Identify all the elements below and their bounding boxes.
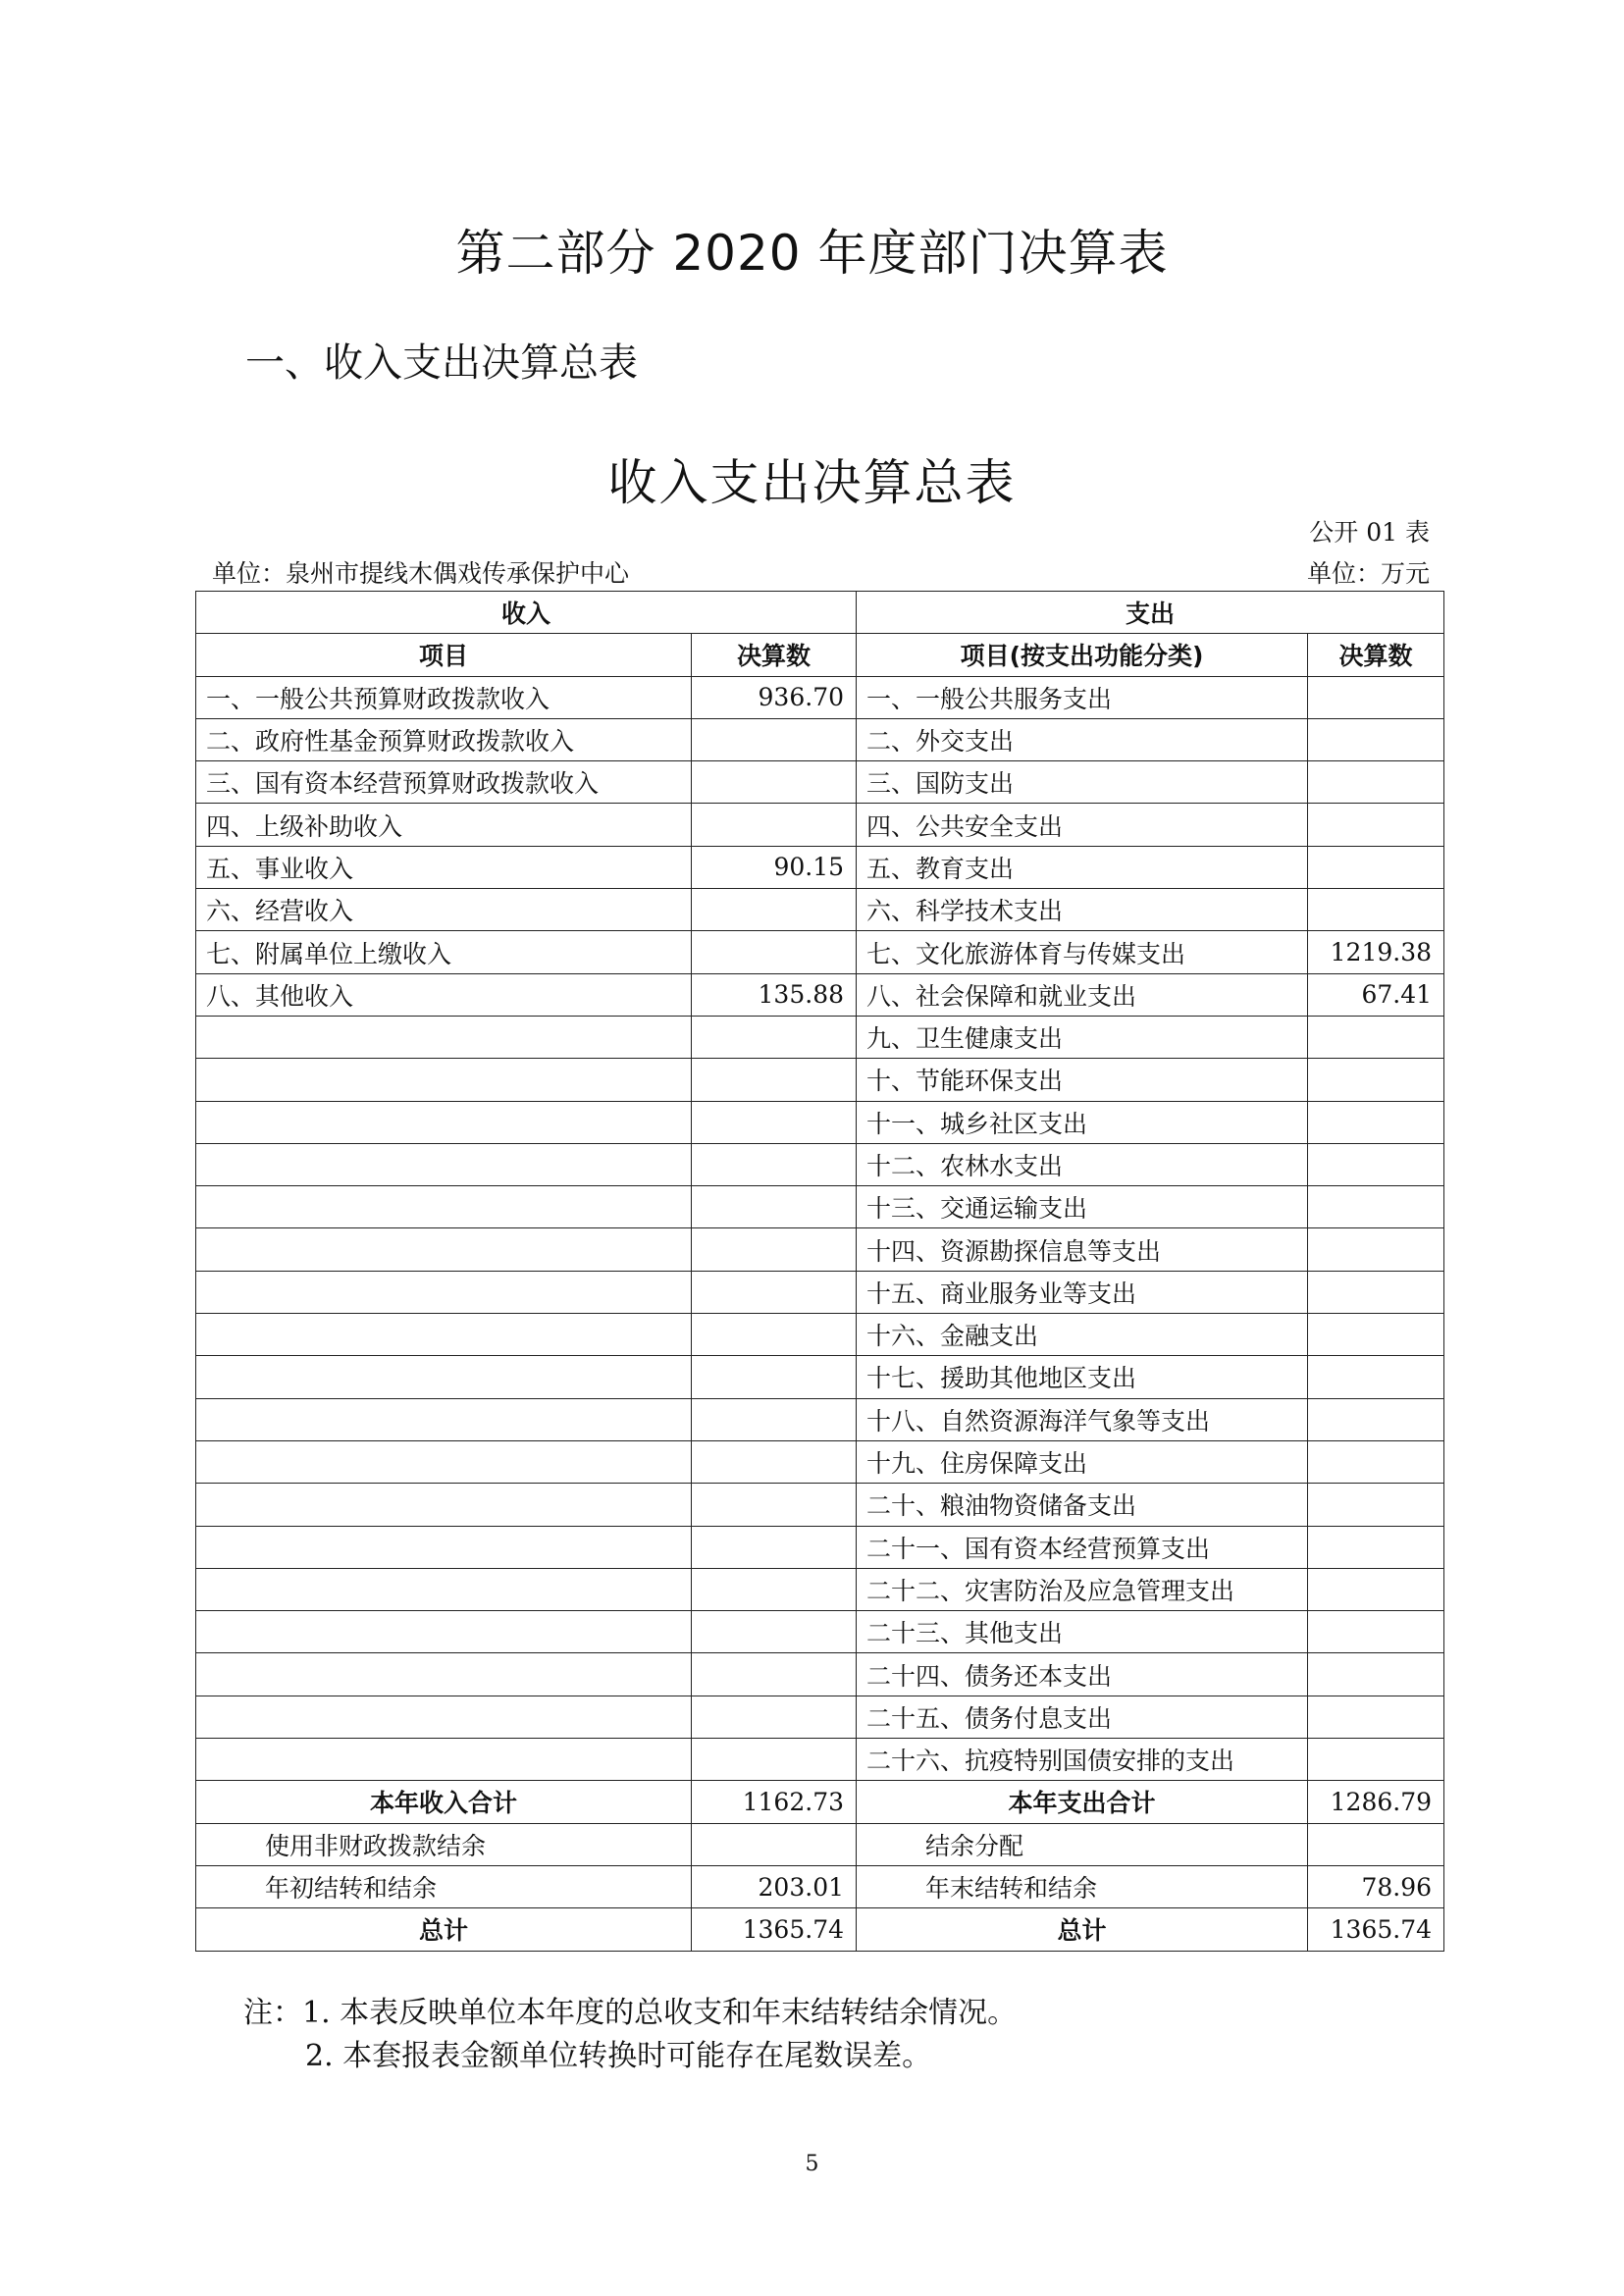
income-item	[196, 1228, 692, 1271]
expense-item: 十五、商业服务业等支出	[857, 1271, 1308, 1313]
income-amount	[692, 1526, 857, 1568]
expense-amount	[1308, 1484, 1444, 1526]
income-amount	[692, 804, 857, 846]
expense-amount	[1308, 676, 1444, 718]
income-item	[196, 1016, 692, 1058]
income-amount	[692, 889, 857, 931]
table-column-header-row	[196, 634, 1444, 676]
expense-item: 四、公共安全支出	[857, 804, 1308, 846]
table-row	[196, 761, 1444, 804]
expense-item: 十一、城乡社区支出	[857, 1101, 1308, 1143]
table-row	[196, 1611, 1444, 1653]
income-amount	[692, 1228, 857, 1271]
table-row	[196, 1314, 1444, 1356]
income-item	[196, 1696, 692, 1738]
year-income-total-label: 本年收入合计	[196, 1781, 692, 1823]
table-row	[196, 1440, 1444, 1483]
grand-income-total-label: 总计	[196, 1908, 692, 1951]
expense-item: 十二、农林水支出	[857, 1143, 1308, 1185]
expense-amount	[1308, 1611, 1444, 1653]
income-amount	[692, 1696, 857, 1738]
nonfiscal-balance-row	[196, 1823, 1444, 1865]
income-amount: 936.70	[692, 676, 857, 718]
year-expense-total: 1286.79	[1308, 1781, 1444, 1823]
expense-amount	[1308, 1526, 1444, 1568]
grand-income-total: 1365.74	[692, 1908, 857, 1951]
income-amount	[692, 1611, 857, 1653]
expense-item: 二十二、灾害防治及应急管理支出	[857, 1568, 1308, 1610]
table-row	[196, 1059, 1444, 1101]
income-item	[196, 1186, 692, 1228]
table-row	[196, 1016, 1444, 1058]
year-expense-total-label: 本年支出合计	[857, 1781, 1308, 1823]
expense-item: 十三、交通运输支出	[857, 1186, 1308, 1228]
income-amount	[692, 761, 857, 804]
expense-item-header: 项目(按支出功能分类)	[857, 634, 1308, 676]
table-row	[196, 1143, 1444, 1185]
income-amount: 90.15	[692, 846, 857, 888]
expense-amount: 67.41	[1308, 973, 1444, 1016]
expense-item: 二十三、其他支出	[857, 1611, 1308, 1653]
income-amount: 135.88	[692, 973, 857, 1016]
expense-amount	[1308, 1101, 1444, 1143]
table-row	[196, 804, 1444, 846]
currency-unit: 单位：万元	[1306, 559, 1430, 588]
expense-item: 十七、援助其他地区支出	[857, 1356, 1308, 1398]
income-amount	[692, 1271, 857, 1313]
income-amount	[692, 1398, 857, 1440]
expense-item: 一、一般公共服务支出	[857, 676, 1308, 718]
nonfiscal-balance-label: 使用非财政拨款结余	[196, 1823, 692, 1865]
grand-total-row	[196, 1908, 1444, 1951]
year-income-total: 1162.73	[692, 1781, 857, 1823]
expense-item: 五、教育支出	[857, 846, 1308, 888]
expense-amount	[1308, 1143, 1444, 1185]
expense-item: 二、外交支出	[857, 718, 1308, 760]
expense-item: 二十四、债务还本支出	[857, 1653, 1308, 1696]
expense-item: 十八、自然资源海洋气象等支出	[857, 1398, 1308, 1440]
expense-item: 十四、资源勘探信息等支出	[857, 1228, 1308, 1271]
income-item: 八、其他收入	[196, 973, 692, 1016]
balance-distribution-label: 结余分配	[857, 1823, 1308, 1865]
table-row	[196, 889, 1444, 931]
income-amount	[692, 1739, 857, 1781]
end-balance: 78.96	[1308, 1865, 1444, 1907]
income-item	[196, 1611, 692, 1653]
expense-amount	[1308, 718, 1444, 760]
grand-expense-total: 1365.74	[1308, 1908, 1444, 1951]
table-row	[196, 1356, 1444, 1398]
income-item: 一、一般公共预算财政拨款收入	[196, 676, 692, 718]
expense-amount	[1308, 1356, 1444, 1398]
income-amount	[692, 1059, 857, 1101]
expense-amount	[1308, 1016, 1444, 1058]
year-total-row	[196, 1781, 1444, 1823]
income-item	[196, 1101, 692, 1143]
expense-amount	[1308, 1739, 1444, 1781]
expense-amount	[1308, 761, 1444, 804]
table-row	[196, 718, 1444, 760]
table-row	[196, 676, 1444, 718]
income-amount	[692, 1143, 857, 1185]
income-expense-table	[195, 591, 1444, 1952]
income-group-header: 收入	[196, 592, 857, 634]
income-amount-header: 决算数	[692, 634, 857, 676]
income-item	[196, 1739, 692, 1781]
income-item	[196, 1314, 692, 1356]
table-row	[196, 1101, 1444, 1143]
expense-amount	[1308, 1696, 1444, 1738]
income-amount	[692, 1440, 857, 1483]
expense-item: 八、社会保障和就业支出	[857, 973, 1308, 1016]
income-item	[196, 1059, 692, 1101]
expense-amount	[1308, 1059, 1444, 1101]
table-code: 公开 01 表	[1309, 518, 1430, 547]
table-row	[196, 1526, 1444, 1568]
expense-amount	[1308, 889, 1444, 931]
expense-amount	[1308, 1186, 1444, 1228]
table-row	[196, 1271, 1444, 1313]
table-row	[196, 1484, 1444, 1526]
expense-amount	[1308, 846, 1444, 888]
unit-name: 单位：泉州市提线木偶戏传承保护中心	[212, 559, 630, 588]
expense-amount	[1308, 1271, 1444, 1313]
carryover-row	[196, 1865, 1444, 1907]
income-item: 二、政府性基金预算财政拨款收入	[196, 718, 692, 760]
table-row	[196, 1653, 1444, 1696]
section-title: 一、收入支出决算总表	[245, 340, 638, 386]
expense-item: 十、节能环保支出	[857, 1059, 1308, 1101]
expense-item: 十六、金融支出	[857, 1314, 1308, 1356]
begin-balance-label: 年初结转和结余	[196, 1865, 692, 1907]
part-title: 第二部分 2020 年度部门决算表	[455, 225, 1169, 282]
expense-amount-header: 决算数	[1308, 634, 1444, 676]
income-item	[196, 1484, 692, 1526]
income-amount	[692, 1314, 857, 1356]
income-item	[196, 1568, 692, 1610]
income-item: 四、上级补助收入	[196, 804, 692, 846]
note-line-2: 2. 本套报表金额单位转换时可能存在尾数误差。	[305, 2039, 932, 2073]
income-item-header: 项目	[196, 634, 692, 676]
expense-item: 二十一、国有资本经营预算支出	[857, 1526, 1308, 1568]
income-amount	[692, 718, 857, 760]
expense-item: 七、文化旅游体育与传媒支出	[857, 931, 1308, 973]
income-item: 五、事业收入	[196, 846, 692, 888]
income-item	[196, 1356, 692, 1398]
expense-amount	[1308, 1398, 1444, 1440]
table-row	[196, 846, 1444, 888]
expense-item: 九、卫生健康支出	[857, 1016, 1308, 1058]
table-row	[196, 931, 1444, 973]
income-item	[196, 1653, 692, 1696]
expense-amount	[1308, 1440, 1444, 1483]
income-item	[196, 1398, 692, 1440]
table-row	[196, 1568, 1444, 1610]
income-amount	[692, 1568, 857, 1610]
expense-item: 二十五、债务付息支出	[857, 1696, 1308, 1738]
table-row	[196, 1228, 1444, 1271]
grand-expense-total-label: 总计	[857, 1908, 1308, 1951]
balance-distribution	[1308, 1823, 1444, 1865]
income-item	[196, 1271, 692, 1313]
income-item: 三、国有资本经营预算财政拨款收入	[196, 761, 692, 804]
expense-item: 二十、粮油物资储备支出	[857, 1484, 1308, 1526]
expense-item: 二十六、抗疫特别国债安排的支出	[857, 1739, 1308, 1781]
begin-balance: 203.01	[692, 1865, 857, 1907]
end-balance-label: 年末结转和结余	[857, 1865, 1308, 1907]
income-item	[196, 1440, 692, 1483]
table-title: 收入支出决算总表	[607, 454, 1017, 511]
income-amount	[692, 1101, 857, 1143]
nonfiscal-balance	[692, 1823, 857, 1865]
expense-amount: 1219.38	[1308, 931, 1444, 973]
expense-item: 三、国防支出	[857, 761, 1308, 804]
table-row	[196, 1739, 1444, 1781]
page-number: 5	[805, 2152, 819, 2176]
income-amount	[692, 1356, 857, 1398]
income-amount	[692, 1186, 857, 1228]
expense-amount	[1308, 1314, 1444, 1356]
income-item	[196, 1526, 692, 1568]
expense-amount	[1308, 804, 1444, 846]
note-line-1: 注：1. 本表反映单位本年度的总收支和年末结转结余情况。	[243, 1996, 1018, 2030]
expense-amount	[1308, 1653, 1444, 1696]
income-item	[196, 1143, 692, 1185]
expense-group-header: 支出	[857, 592, 1444, 634]
income-amount	[692, 931, 857, 973]
table-notes	[243, 1992, 1017, 2078]
expense-item: 六、科学技术支出	[857, 889, 1308, 931]
table-row	[196, 1398, 1444, 1440]
income-item: 六、经营收入	[196, 889, 692, 931]
expense-item: 十九、住房保障支出	[857, 1440, 1308, 1483]
table-row	[196, 1186, 1444, 1228]
income-item: 七、附属单位上缴收入	[196, 931, 692, 973]
expense-amount	[1308, 1228, 1444, 1271]
income-amount	[692, 1653, 857, 1696]
table-row	[196, 973, 1444, 1016]
table-group-header-row	[196, 592, 1444, 634]
income-amount	[692, 1016, 857, 1058]
income-amount	[692, 1484, 857, 1526]
expense-amount	[1308, 1568, 1444, 1610]
table-row	[196, 1696, 1444, 1738]
